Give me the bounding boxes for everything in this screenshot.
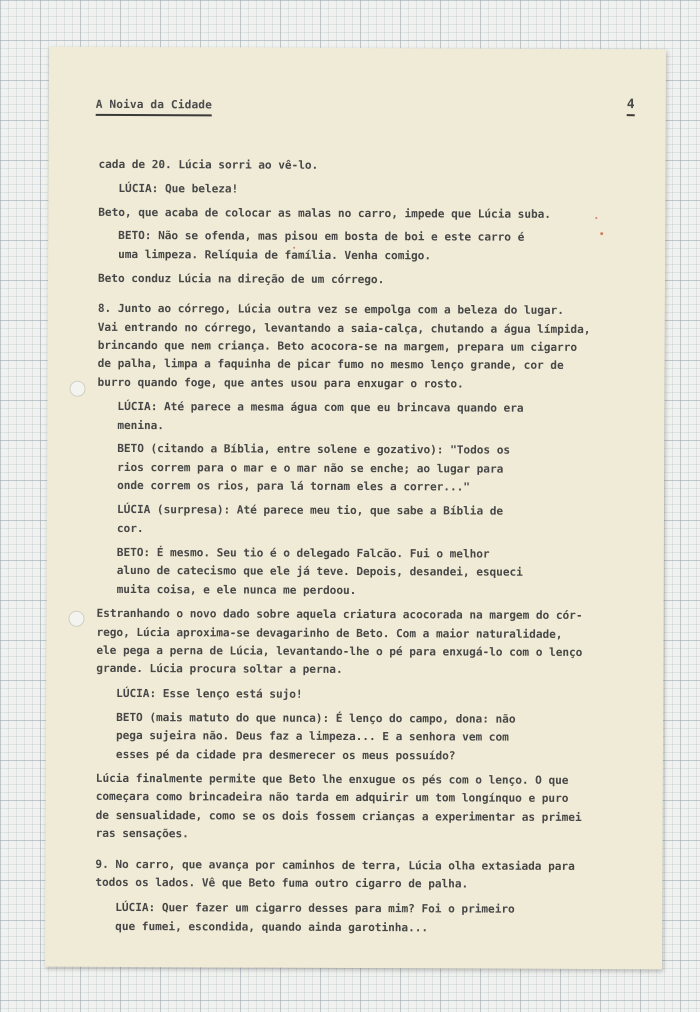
text-line: 9. No carro, que avança por caminhos de terra, Lúcia olha extasiada para [95,857,575,873]
text-line: todos os lados. Vê que Beto fuma outro cigarro de palha. [95,875,469,891]
text-line: esses pé da cidade pra desmerecer os meus possuído? [115,747,456,763]
text-line: LÚCIA: Que beleza! [118,181,239,196]
text-line: BETO (citando a Bíblia, entre solene e gozativo): "Todos os [117,441,511,457]
text-line: menina. [117,418,164,433]
text-line: 8. Junto ao córrego, Lúcia outra vez se empolga com a beleza do lugar. [97,301,564,317]
text-line: LÚCIA: Quer fazer um cigarro desses para mim? Foi o primeiro [115,900,515,916]
text-line: Vai entrando no córrego, levantando a saia-calça, chutando a água límpida, [97,320,591,337]
punch-hole [68,611,84,627]
punch-hole [69,381,85,397]
text-line: de sensualidade, como se os dois fossem crianças a experimentar as primei [95,808,582,824]
text-line: Lúcia finalmente permite que Beto lhe enxugue os pés com o lenço. O que [95,771,569,787]
text-line: cada de 20. Lúcia sorri ao vê-lo. [98,157,319,172]
text-line: onde correm os rios, para lá tornam eles a correr..." [117,478,470,494]
page-header-title: A Noiva da Cidade [96,98,212,117]
text-line: rios correm para o mar e o mar não se enche; ao lugar para [117,460,504,476]
text-line: que fumei, escondida, quando ainda garotinha... [115,919,429,935]
text-line: LÚCIA: Esse lenço está sujo! [116,686,303,701]
text-line: grande. Lúcia procura soltar a perna. [96,661,343,676]
text-line: cor. [116,521,144,536]
text-line: começara como brincadeira não tarda em adquirir um tom longínquo e puro [95,789,569,805]
text-line: uma limpeza. Relíquia de família. Venha comigo. [118,247,432,263]
text-line: aluno de catecismo que ele já teve. Depois, desandei, esqueci [116,563,523,579]
text-line: pega sujeira não. Deus faz a limpeza... E a senhora vem com [115,728,509,744]
text-line: rego, Lúcia aproxima-se devagarinho de Beto. Com a maior naturalidade, [96,625,563,641]
text-line: muita coisa, e ele nunca me perdoou. [116,582,357,598]
text-line: burro quando foge, que antes usou para enxugar o rosto. [97,375,464,391]
text-line: LÚCIA (surpresa): Até parece meu tio, que sabe a Bíblia de [116,502,504,518]
text-line: brincando que nem criança. Beto acocora-se na margem, prepara um cigarro [97,338,578,354]
text-line: BETO: É mesmo. Seu tio é o delegado Falcão. Fui o melhor [116,545,490,561]
text-line: Beto conduz Lúcia na direção de um córrego. [97,271,385,287]
text-line: ras sensações. [95,826,189,841]
text-line: BETO (mais matuto do que nunca): É lenço do campo, dona: não [116,710,516,726]
text-line: LÚCIA: Até parece a mesma água com que eu brincava quando era [117,399,524,415]
ink-stain [600,232,603,235]
text-line: Estranhando o novo dado sobre aquela criatura acocorada na margem do cór- [96,606,583,622]
ink-stain [595,217,597,219]
text-line: de palha, limpa a faquinha de picar fumo no mesmo lenço grande, cor de [97,356,564,372]
text-line: ele pega a perna de Lúcia, levantando-lhe o pé para enxugá-lo com o lenço [96,643,583,659]
text-line: BETO: Não se ofenda, mas pisou em bosta de boi e este carro é [118,228,525,244]
page-number: 4 [627,97,635,116]
text-line: Beto, que acaba de colocar as malas no carro, impede que Lúcia suba. [98,205,552,221]
typewritten-page [45,47,666,970]
